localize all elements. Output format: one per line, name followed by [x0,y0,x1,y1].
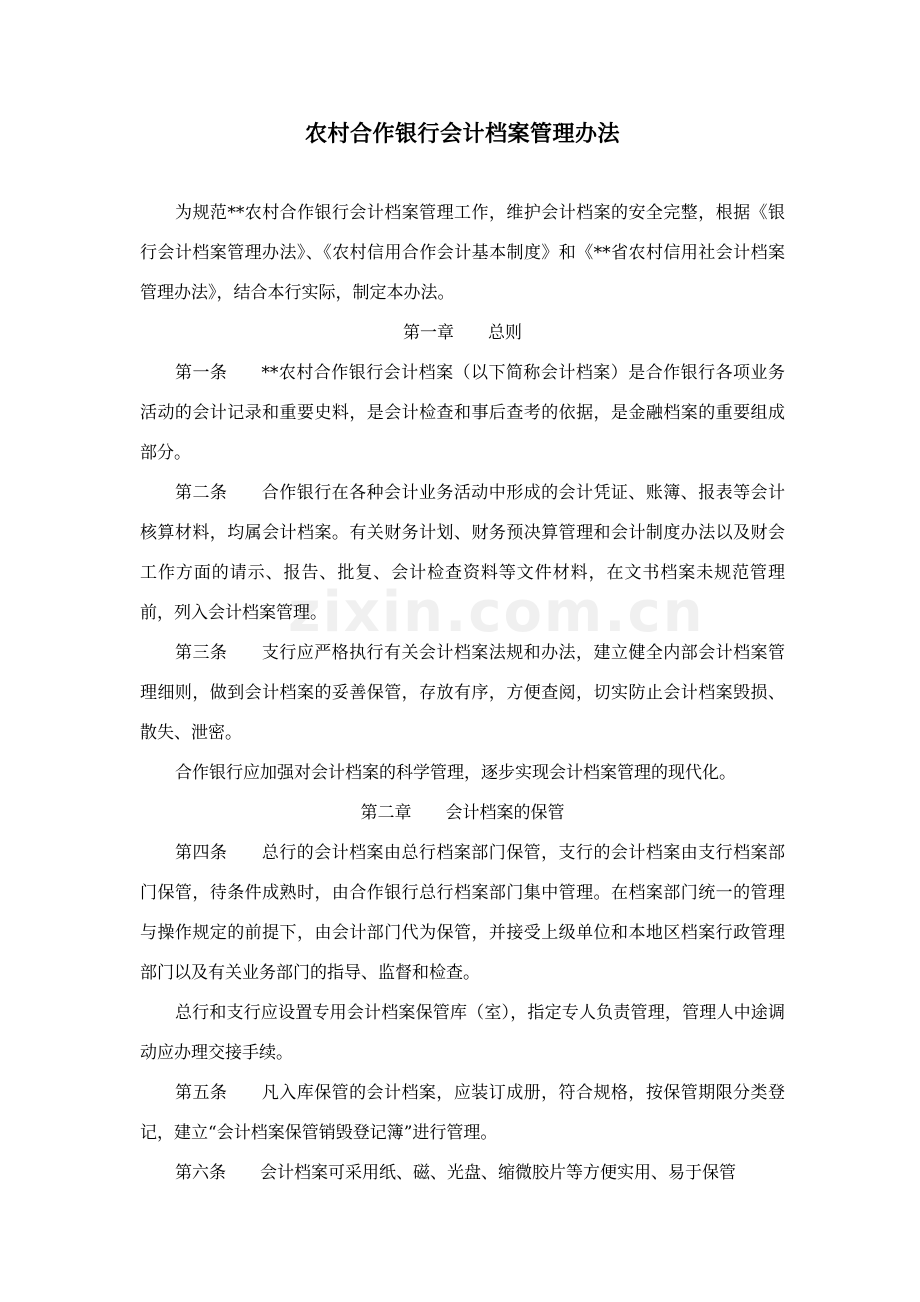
article-5 [140,1073,785,1153]
chapter-1-number: 第一章 [403,323,454,343]
article-6-text: 会计档案可采用纸、磁、光盘、缩微胶片等方便实用、易于保管 [260,1163,736,1183]
chapter-1-name: 总则 [488,323,522,343]
document-body [140,193,785,1193]
chapter-2-heading [140,793,785,833]
article-6-label: 第六条 [175,1163,226,1183]
article-5-label: 第五条 [175,1083,228,1103]
article-5-text: 凡入库保管的会计档案，应装订成册，符合规格，按保管期限分类登记，建立“会计档案保管销毁登记簿”进行管理。 [140,1083,786,1143]
document-title: 农村合作银行会计档案管理办法 [304,121,620,147]
article-4-label: 第四条 [175,843,228,863]
article-1-text: **农村合作银行会计档案（以下简称会计档案）是合作银行各项业务活动的会计记录和重要史料，是会计检查和事后查考的依据，是金融档案的重要组成部分。 [140,363,785,463]
article-1-label: 第一条 [175,363,228,383]
preamble-paragraph: 为规范**农村合作银行会计档案管理工作，维护会计档案的安全完整，根据《银行会计档案管理办法》、《农村信用合作会计基本制度》和《**省农村信用社会计档案管理办法》，结合本行实际，制定本办法。 [140,203,785,303]
article-3-label: 第三条 [175,643,228,663]
article-4 [140,833,785,993]
chapter-2-number: 第二章 [360,803,412,823]
article-3 [140,633,785,753]
article-1 [140,353,785,473]
article-3-text: 支行应严格执行有关会计档案法规和办法，建立健全内部会计档案管理细则，做到会计档案的妥善保管，存放有序，方便查阅，切实防止会计档案毁损、散失、泄密。 [140,643,786,743]
document-page [140,0,785,1302]
article-2-label: 第二条 [175,483,228,503]
article-2 [140,473,785,633]
article-2-text: 合作银行在各种会计业务活动中形成的会计凭证、账簿、报表等会计核算材料，均属会计档案。有关财务计划、财务预决算管理和会计制度办法以及财会工作方面的请示、报告、批复、会计检查资料等文件材料，在文书档案未规范管理前，列入会计档案管理。 [140,483,786,623]
article-4-paragraph-2: 总行和支行应设置专用会计档案保管库（室），指定专人负责管理，管理人中途调动应办理交接手续。 [140,1003,785,1063]
chapter-2-name: 会计档案的保管 [445,803,565,823]
chapter-1-heading [140,313,785,353]
article-6 [140,1153,785,1193]
article-3-paragraph-2: 合作银行应加强对会计档案的科学管理，逐步实现会计档案管理的现代化。 [175,763,736,783]
article-4-text: 总行的会计档案由总行档案部门保管，支行的会计档案由支行档案部门保管，待条件成熟时，由合作银行总行档案部门集中管理。在档案部门统一的管理与操作规定的前提下，由会计部门代为保管，并接受上级单位和本地区档案行政管理部门以及有关业务部门的指导、监督和检查。 [140,843,786,983]
watermark: zixin.com.cn [288,580,705,645]
